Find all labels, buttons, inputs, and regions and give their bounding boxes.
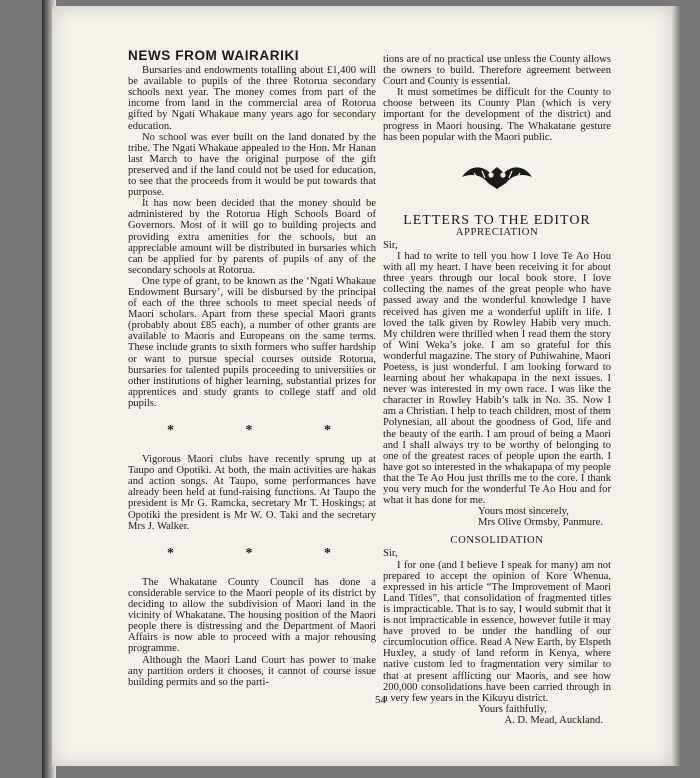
paragraph: It must sometimes be difficult for the County to choose between its County Plan (which is very important for the development of the district) and progress in Maori housing. The Whakatane gesture has been popular with the Maori public. [383, 87, 611, 143]
letter-subheading: CONSOLIDATION [450, 535, 544, 547]
paragraph: tions are of no practical use unless the County allows the owners to build. Therefore agreement between Court and County is essential. [383, 54, 611, 88]
decorative-emblem [383, 161, 611, 191]
valediction: Yours faithfully, [478, 703, 547, 715]
paragraph: Vigorous Maori clubs have recently sprung up at Taupo and Opotiki. At both, the main activities are hakas and action songs. At Taupo, some performances have already been held at fund-raising functions. At Taupo the president is Mr G. Ramcka, secretary Mr T. Hoskings; at Opotiki the president is Mr W. O. Taki and the secretary Mrs J. Walker. [128, 454, 376, 532]
valediction: Yours most sincerely, [478, 506, 569, 518]
salutation: Sir, [383, 548, 398, 560]
page-number: 54 [375, 694, 386, 706]
letter-subheading: APPRECIATION [455, 226, 539, 238]
letters-heading: LETTERS TO THE EDITOR [403, 212, 591, 228]
paragraph: It has now been decided that the money should be administered by the Rotorua High Schools Board of Governors. Most of it will go to building projects and providing extra amenities for the schools, but an appreciable amount will be distributed in bursaries which can be applied for by parents of pupils of any of the secondary schools at Rotorua. [128, 198, 376, 276]
paragraph: Bursaries and endowments totalling about £1,400 will be available to pupils of the three Rotorua secondary schools next year. The money comes from part of the income from land in the commercial area of Rotorua gifted by Ngati Whakaue many years ago for secondary education. [128, 65, 376, 132]
salutation: Sir, [383, 239, 398, 251]
signature: Mrs Olive Ormsby, Panmure. [478, 517, 603, 529]
section-heading: NEWS FROM WAIRARIKI [128, 48, 300, 63]
section-divider: * * * [167, 545, 365, 561]
signature: A. D. Mead, Auckland. [504, 714, 603, 726]
letter-body: I for one (and I believe I speak for many) am not prepared to accept the opinion of Kore Whenua, expressed in his article “The Improvement of Maori Land Titles”, that consolidation of fragmented titles is impracticable. That is to say, I would submit that it is not impracticable in essence, however futile it may have proved to be under the handling of our circumlocution office. Read A New Earth, by Elspeth Huxley, a study of land reform in Kenya, where native custom led to fragmentation very similar to that at present afflicting our Maoris, and see how 200,000 consolidations have been carried through in a very few years in the Kikuyu district. [383, 559, 611, 704]
page-edge [672, 6, 682, 766]
right-column [383, 54, 611, 726]
carved-figure-icon [460, 161, 534, 191]
section-divider: * * * [167, 423, 365, 438]
paragraph: One type of grant, to be known as the ‘Ngati Whakaue Endowment Bursary’, will be disbursed by the principal of each of the three schools to meet special needs of Maori scholars. Apart from these special Maori grants (probably about £85 each), a number of other grants are available to Maoris and Europeans on the same terms. These include grants to sixth formers who suffer hardship or want to pursue special courses outside Rotorua, bursaries for talented pupils proceeding to universities or other institutions of higher learning, substantial prizes for apprentices and study grants to college staff and old pupils. [128, 275, 376, 409]
paragraph: Although the Maori Land Court has power to make any partition orders it chooses, it cannot of course issue building permits and so the parti- [128, 654, 376, 688]
left-column [128, 50, 376, 688]
paragraph: The Whakatane County Council has done a considerable service to the Maori people of its district by deciding to allow the subdivision of Maori land in the vicinity of Whakatane. The housing position of the Maori people there is distressing and the Department of Maori Affairs is now able to proceed with a major rehousing programme. [128, 576, 376, 655]
letter-body: I had to write to tell you how I love Te Ao Hou with all my heart. I have been receiving it for about three years through our local book store. I love collecting the names of the great people who have passed away and the wonderful knowledge I have received has given me a wonderful uplift in life. I loved the talk given by Rowley Habib very much. My children were thrilled when I read them the story of Wini Weka’s joke. I am so grateful for this wonderful magazine. The story of Puhiwahine, Maori Poetess, is just wonderful. I am looking forward to learning about her whakapapa in the next issues. I never was interested in my own race. I was like the character in Rowley Habib’s talk in No. 35. Now I am a Christian. I help to teach children, most of them Polynesian, all about the goodness of God, life and the beauty of the earth. I am proud of being a Maori and I shall always try to be worthy of belonging to one of the greatest races of people upon the earth. I have got so interested in the whakapapa of my people that the Te Ao Hou just thrills me to the core. I thank you very much for the wonderful Te Ao Hou and for what it has done for me. [383, 251, 611, 507]
paragraph: No school was ever built on the land donated by the tribe. The Ngati Whakaue appealed to the Hon. Mr Hanan last March to have the original purpose of the gift preserved and if the land could not be used for education, to see that the proceeds from it would be put towards that purpose. [128, 131, 376, 199]
